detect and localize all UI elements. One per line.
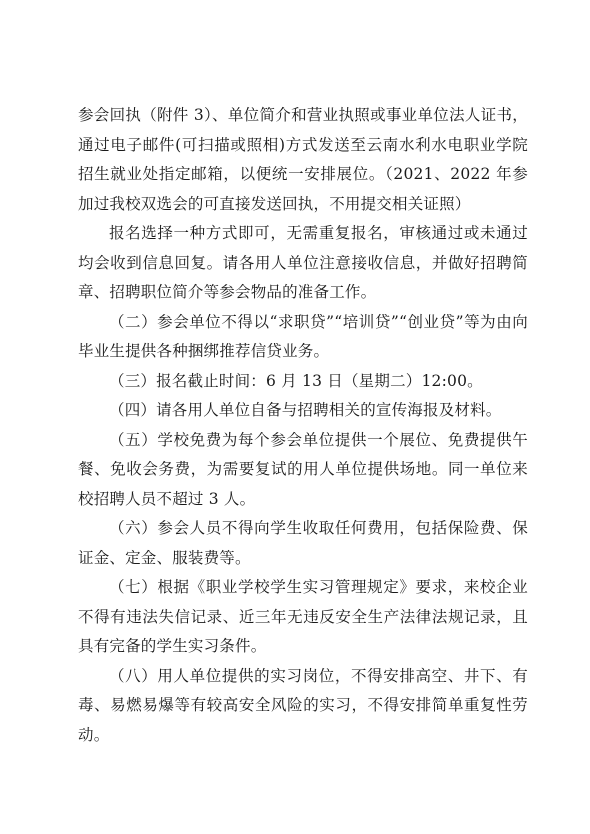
paragraph-item-2-loans: （二）参会单位不得以“求职贷”“培训贷”“创业贷”等为由向毕业生提供各种捆绑推荐信贷业务。	[78, 312, 528, 360]
paragraph-item-5-free-booth: （五）学校免费为每个参会单位提供一个展位、免费提供午餐、免收会务费，为需要复试的用人单位提供场地。同一单位来校招聘人员不超过 3 人。	[78, 430, 528, 508]
paragraph-item-4-posters: （四）请各用人单位自备与招聘相关的宣传海报及材料。	[109, 401, 502, 419]
paragraph-item-3-deadline: （三）报名截止时间：6 月 13 日（星期二）12:00。	[109, 371, 483, 390]
paragraph-item-6-no-fees: （六）参会人员不得向学生收取任何费用，包括保险费、保证金、定金、服装费等。	[78, 519, 528, 567]
paragraph-registration-note: 报名选择一种方式即可，无需重复报名，审核通过或未通过均会收到信息回复。请各用人单位注意接收信息，并做好招聘简章、招聘职位简介等参会物品的准备工作。	[78, 224, 528, 301]
paragraph-attachment-submission: 参会回执（附件 3）、单位简介和营业执照或事业单位法人证书，通过电子邮件(可扫描或照相)方式发送至云南水利水电职业学院招生就业处指定邮箱，以便统一安排展位。（2021、2022 年参加过我校双选会的可直接发送回执，不用提交相关证照）	[78, 106, 528, 213]
paragraph-item-8-internship-safety: （八）用人单位提供的实习岗位，不得安排高空、井下、有毒、易燃易爆等有较高安全风险的实习，不得安排简单重复性劳动。	[78, 666, 528, 744]
paragraph-item-7-internship-rules: （七）根据《职业学校学生实习管理规定》要求，来校企业不得有违法失信记录、近三年无违反安全生产法律法规记录，且具有完备的学生实习条件。	[78, 578, 528, 655]
